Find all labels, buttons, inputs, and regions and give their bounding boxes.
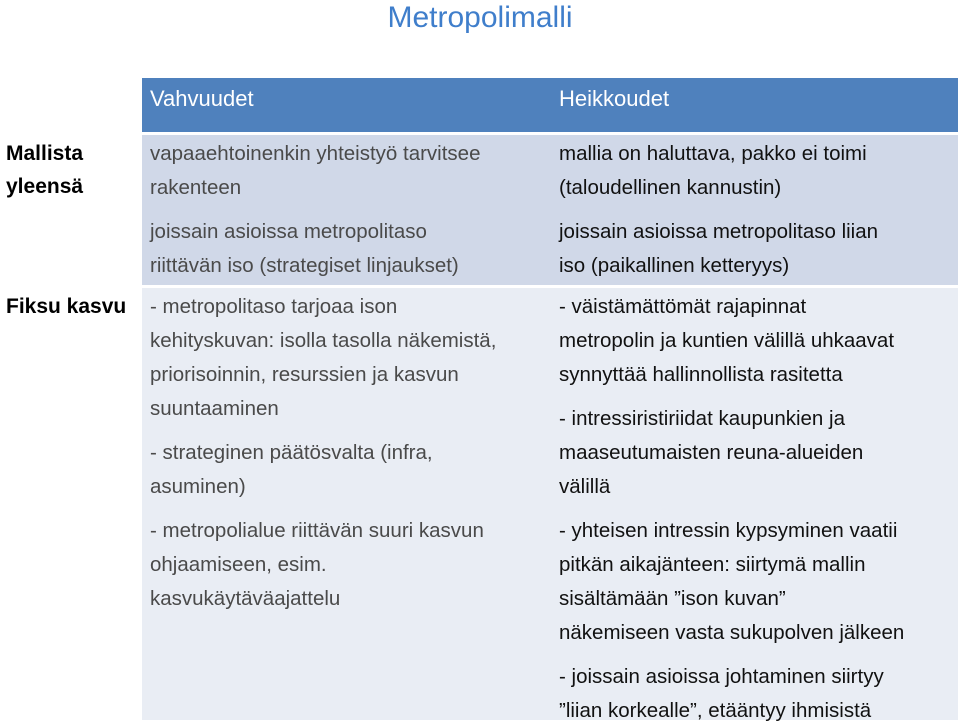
text-line: - metropolitaso tarjoaa ison: [150, 295, 398, 318]
text-line: näkemiseen vasta sukupolven jälkeen: [559, 621, 905, 644]
text-line: - strateginen päätösvalta (infra,: [150, 441, 433, 464]
strength-item: [142, 514, 551, 616]
text-line: joissain asioissa metropolitaso: [150, 220, 427, 243]
cell-smart-growth-strengths: [142, 288, 551, 720]
text-line: sisältämään ”ison kuvan”: [559, 587, 786, 610]
cell-smart-growth-weaknesses: [551, 288, 958, 720]
page-title: Metropolimalli: [387, 1, 573, 34]
weakness-item: [551, 215, 958, 283]
text-line: pitkän aikajänteen: siirtymä mallin: [559, 553, 866, 576]
text-line: vapaaehtoinenkin yhteistyö tarvitsee: [150, 142, 481, 165]
comparison-table: [0, 78, 958, 720]
strength-item: [142, 215, 551, 283]
text-line: mallia on haluttava, pakko ei toimi: [559, 142, 867, 165]
header-strengths: Vahvuudet: [142, 78, 551, 132]
weakness-item: [551, 137, 958, 205]
row-label-line: Mallista: [6, 142, 84, 165]
text-line: - metropolialue riittävän suuri kasvun: [150, 519, 484, 542]
text-line: - joissain asioissa johtaminen siirtyy: [559, 665, 884, 688]
text-line: - yhteisen intressin kypsyminen vaatii: [559, 519, 898, 542]
cell-general-strengths: [142, 135, 551, 285]
text-line: kasvukäytäväajattelu: [150, 587, 341, 610]
text-line: joissain asioissa metropolitaso liian: [559, 220, 879, 243]
row-label-general: [0, 135, 142, 285]
weakness-item: [551, 660, 958, 728]
cell-general-weaknesses: [551, 135, 958, 285]
text-line: ohjaamiseen, esim.: [150, 553, 327, 576]
row-label-smart-growth: [0, 288, 142, 720]
text-line: - intressiristiriidat kaupunkien ja: [559, 407, 845, 430]
strength-item: [142, 290, 551, 426]
header-weaknesses: Heikkoudet: [551, 78, 958, 132]
strength-item: [142, 137, 551, 205]
text-line: rakenteen: [150, 176, 242, 199]
text-line: välillä: [559, 475, 611, 498]
text-line: asuminen): [150, 475, 246, 498]
weakness-item: [551, 290, 958, 392]
text-line: - väistämättömät rajapinnat: [559, 295, 807, 318]
row-label-line: Fiksu kasvu: [6, 295, 127, 318]
row-label-line: yleensä: [6, 175, 84, 198]
text-line: suuntaaminen: [150, 397, 279, 420]
text-line: synnyttää hallinnollista rasitetta: [559, 363, 843, 386]
text-line: kehityskuvan: isolla tasolla näkemistä,: [150, 329, 497, 352]
text-line: priorisoinnin, resurssien ja kasvun: [150, 363, 459, 386]
text-line: maaseutumaisten reuna-alueiden: [559, 441, 864, 464]
text-line: ”liian korkealle”, etääntyy ihmisistä: [559, 699, 872, 722]
weakness-item: [551, 402, 958, 504]
text-line: metropolin ja kuntien välillä uhkaavat: [559, 329, 895, 352]
strength-item: [142, 436, 551, 504]
text-line: riittävän iso (strategiset linjaukset): [150, 254, 459, 277]
weakness-item: [551, 514, 958, 650]
text-line: (taloudellinen kannustin): [559, 176, 782, 199]
text-line: iso (paikallinen ketteryys): [559, 254, 790, 277]
header-corner: [0, 78, 142, 132]
